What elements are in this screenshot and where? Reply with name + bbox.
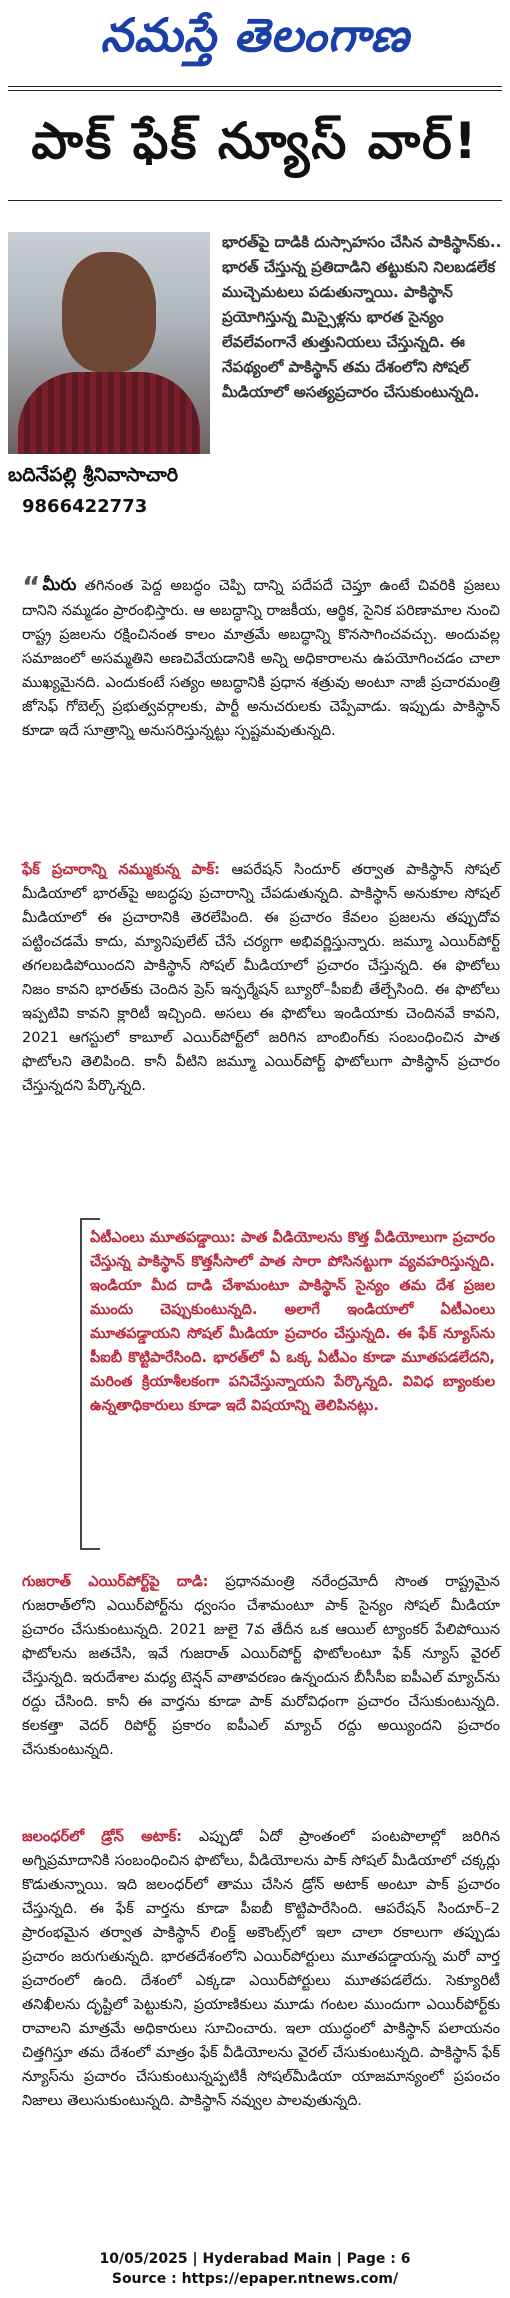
footer-source: Source : https://epaper.ntnews.com/ [111,2271,399,2287]
article-headline: పాక్ ఫేక్ న్యూస్ వార్! [31,112,479,170]
quote-mark-icon: “ [22,570,41,603]
section-gujarat-airport [22,1570,500,1762]
section-jalandhar-drone [22,1825,500,2113]
author-photo-head [62,252,156,372]
masthead [0,8,510,74]
lead-text: తగినంత పెద్ద అబద్ధం చెప్పి దాన్ని పదేపదే చెప్తూ ఉంటే చివరికి ప్రజలు దానిని నమ్మడం ప్రారంభిస్తారు. ఆ అబద్ధాన్ని రాజకీయ, ఆర్థిక, సైనిక పరిణామాల నుంచి రాష్ట్ర ప్రజలను రక్షించినంత కాలం మాత్రమే అబద్ధాన్ని కొనసాగించవచ్చు. అందువల్ల సమాజంలో అసమ్మతిని అణచివేయడానికి అన్ని అధికారాలను ఉపయోగించడం చాలా ముఖ్యమైనది. ఎందుకంటే సత్యం అబద్ధానికి ప్రధాన శత్రువు అంటూ నాజీ ప్రచారమంత్రి జోసెఫ్ గోబెల్స్ ప్రభుత్వవర్గాలకు, పార్టీ అనుచరులకు చెప్పేవాడు. ఇప్పుడు పాకిస్థాన్ కూడా ఇదే సూత్రాన్ని అనుసరిస్తున్నట్టు స్పష్టమవుతున్నది. [22,578,500,739]
lead-first-word: మీరు [42,575,77,595]
page-footer [0,2249,510,2289]
section-heading: ఫేక్ ప్రచారాన్ని నమ్ముకున్న పాక్: [22,862,220,878]
newspaper-title: నమస్తే తెలంగాణ [100,8,410,62]
headline-divider [8,200,502,201]
boxed-heading: ఏటీఎంలు మూతపడ్డాయి: [90,1230,236,1246]
section-text: ఎప్పుడో ఏదో ప్రాంతంలో పంటపొలాల్లో జరిగిన అగ్నిప్రమాదానికి సంబంధించిన ఫొటోలు, వీడియోలను పాక్ సోషల్ మీడియాలో చక్కర్లు కొడుతున్నాయి. ఇది జలంధర్‌లో తాము చేసిన డ్రోన్ అటాక్ అంటూ పాక్ ప్రచారం చేస్తున్నది. ఈ ఫేక్ వార్తను కూడా పీఐబీ కొట్టిపారేసింది. ఆపరేషన్ సిందూర్–2 ప్రారంభమైన తర్వాత పాకిస్థాన్ లింక్డ్ అకౌంట్స్‌లో ఇలా చాలా రకాలుగా తప్పుడు ప్రచారం జరుగుతున్నది. భారతదేశంలోని ఎయిర్‌పోర్టులు మూతపడ్డాయన్న మరో వార్త ప్రచారంలో ఉంది. దేశంలో ఎక్కడా ఎయిర్‌పోర్టులు మూతపడలేదు. సెక్యూరిటీ తనిఖీలను దృష్టిలో పెట్టుకుని, ప్రయాణికులు మూడు గంటల ముందుగా ఎయిర్‌పోర్ట్‌కు రావాలని మాత్రమే అధికారులు సూచించారు. ఇలా యుద్ధంలో పాకిస్థాన్ పలాయనం చిత్తగిస్తూ తమ దేశంలో మాత్రం ఫేక్ వీడియోలను వైరల్ చేసుకుంటున్నది. పాకిస్థాన్ ఫేక్ న్యూస్‌ను ప్రచారం చేసుకుంటున్నప్పటికీ సోషల్‌మీడియా యాజమాన్యంలో ప్రపంచం నిజాలు తెలుసుకుంటున్నది. పాకిస్థాన్ నవ్వుల పాలవుతున్నది. [22,1829,500,2109]
box-border-bottom [80,1548,100,1550]
section-text: ఆపరేషన్ సిందూర్ తర్వాత పాకిస్థాన్ సోషల్ మీడియాలో భారత్‌పై అబద్ధపు ప్రచారాన్ని చేపడుతున్నది. పాకిస్థాన్ అనుకూల సోషల్ మీడియాలో ఈ ప్రచారానికి తెరలేపింది. ఈ ప్రచారం కేవలం ప్రజలను తప్పుదోవ పట్టించడమే కాదు, మ్యానిపులేట్ చేసే చర్యగా అభివర్ణిస్తున్నారు. జమ్మూ ఎయిర్‌పోర్ట్ తగలబడిపోయిందని పాకిస్థాన్ సోషల్ మీడియాలో ప్రచారం చేస్తున్నది. ఈ ఫొటోలు నిజం కావని భారత్‌కు చెందిన ప్రెస్ ఇన్ఫర్మేషన్ బ్యూరో–పీఐబీ తేల్చేసింది. ఈ ఫొటోలు ఇప్పటివి కావని క్లారిటీ ఇచ్చింది. అసలు ఈ ఫొటోలు ఇండియాకు చెందినవే కావని, 2021 ఆగస్టులో కాబూల్ ఎయిర్‌పోర్ట్‌లో జరిగిన బాంబింగ్‌కు సంబంధించిన పాత ఫొటోలని తెలిపింది. కానీ వీటిని జమ్మూ ఎయిర్‌పోర్ట్ ఫొటోలుగా పాకిస్థాన్ ప్రచారం చేస్తున్నదని పేర్కొన్నది. [22,862,500,1094]
author-name: బదినేపల్లి శ్రీనివాసాచారి [8,464,178,486]
author-photo-shirt [18,372,200,454]
author-photo [8,232,210,454]
section-heading: గుజరాత్ ఎయిర్‌పోర్ట్‌పై దాడి: [22,1574,209,1590]
masthead-divider-2 [8,90,502,91]
section-fake-campaign [22,858,500,1098]
masthead-divider [8,86,502,87]
boxed-text: పాత వీడియోలను కొత్త వీడియోలుగా ప్రచారం చేస్తున్న పాకిస్థాన్ కొత్తసీసాలో పాత సారా పోసినట్టుగా వ్యవహరిస్తున్నది. ఇండియా మీద దాడి చేశామంటూ పాకిస్థాన్ సైన్యం తమ దేశ ప్రజల ముందు చెప్పుకుంటున్నది. అలాగే ఇండియాలో ఏటీఎంలు మూతపడ్డాయని సోషల్ మీడియా ప్రచారం చేస్తున్నది. ఈ ఫేక్ న్యూస్‌ను పీఐబీ కొట్టిపారేసింది. భారత్‌లో ఏ ఒక్క ఏటీఎం కూడా మూతపడలేదని, మరింత క్రియాశీలకంగా పనిచేస్తున్నాయని పేర్కొన్నది. వివిధ బ్యాంకుల ఉన్నతాధికారులు కూడా ఇదే విషయాన్ని తెలిపినట్లు. [90,1230,495,1414]
intro-summary: భారత్‌పై దాడికి దుస్సాహసం చేసిన పాకిస్థాన్‌కు.. భారత్ చేస్తున్న ప్రతిదాడిని తట్టుకుని నిలబడలేక ముచ్చెమటలు పడుతున్నాయి. పాకిస్థాన్ ప్రయోగిస్తున్న మిస్సైళ్లను భారత సైన్యం లేవలేవంగానే తుత్తునియలు చేస్తున్నది. ఈ నేపథ్యంలో పాకిస్థాన్ తమ దేశంలోని సోషల్ మీడియాలో అసత్యప్రచారం చేసుకుంటున్నది. [222,233,502,401]
section-heading: జలంధర్‌లో డ్రోన్ అటాక్: [22,1829,182,1845]
footer-edition-info: 10/05/2025 | Hyderabad Main | Page : 6 [99,2251,411,2267]
boxed-atm-section [90,1226,495,1418]
author-phone: 9866422773 [22,496,148,517]
box-border [80,1218,82,1548]
lead-paragraph [22,570,500,743]
box-border-top [80,1218,100,1220]
section-text: ప్రధానమంత్రి నరేంద్రమోదీ సొంత రాష్ట్రమైన గుజరాత్‌లోని ఎయిర్‌పోర్ట్‌ను ధ్వంసం చేశామంటూ పాక్ సైన్యం సోషల్ మీడియా ప్రచారం చేసుకుంటున్నది. 2021 జులై 7వ తేదీన ఒక ఆయిల్ ట్యాంకర్ పేలిపోయిన ఫొటోలను జతచేసి, ఇవే గుజరాత్ ఎయిర్‌పోర్ట్ ఫొటోలంటూ ఫేక్ న్యూస్ వైరల్ చేస్తున్నది. ఇరుదేశాల మధ్య టెన్షన్ వాతావరణం ఉన్నందున బీసీసీఐ ఐపీఎల్ మ్యాచ్‌ను రద్దు చేసింది. కానీ ఈ వార్తను కూడా పాక్ మరోవిధంగా ప్రచారం చేసుకుంటున్నది. కలకత్తా వెదర్ రిపోర్ట్ ప్రకారం ఐపీఎల్ మ్యాచ్ రద్దు అయ్యిందని ప్రచారం చేసుకుంటున్నది. [22,1574,500,1758]
